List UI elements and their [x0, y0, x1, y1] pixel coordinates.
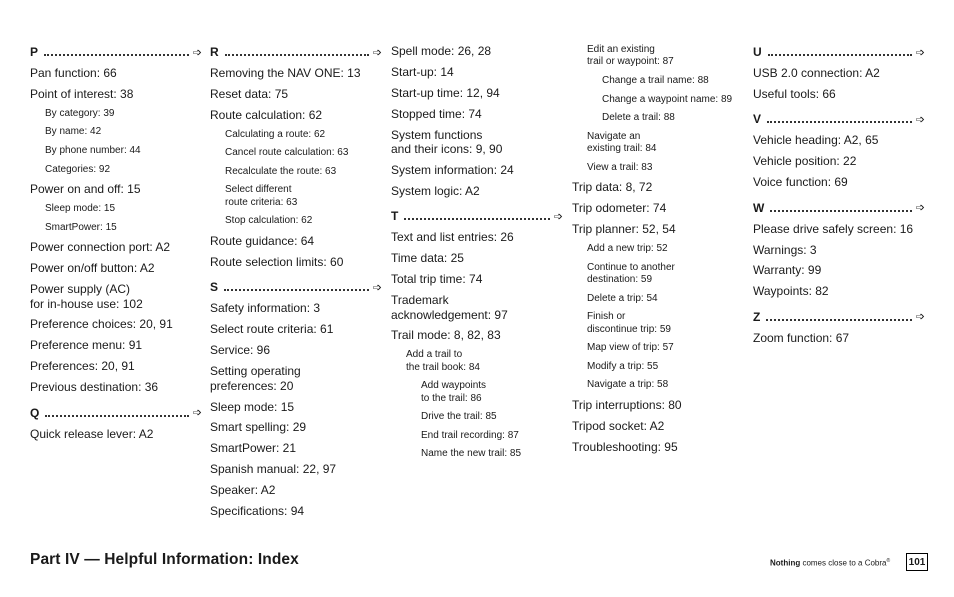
index-subentry: Categories: 92 — [45, 163, 111, 175]
index-subentry: Delete a trip: 54 — [587, 292, 658, 304]
section-letter: T — [391, 209, 399, 224]
index-entry: System information: 24 — [391, 162, 514, 177]
dot-leader — [404, 218, 549, 220]
index-entry: SmartPower: 21 — [210, 441, 297, 456]
index-subentry: By phone number: 44 — [45, 144, 141, 156]
arrow-right-icon: ➩ — [915, 311, 925, 324]
section-letter: W — [753, 200, 765, 215]
index-entry: Waypoints: 82 — [753, 284, 829, 299]
section-header — [391, 208, 563, 224]
section-header — [30, 405, 202, 421]
index-section — [753, 200, 925, 299]
index-entry: Voice function: 69 — [753, 175, 848, 190]
dot-leader — [767, 121, 912, 123]
section-header — [753, 111, 925, 127]
index-subentry: Calculating a route: 62 — [225, 128, 326, 140]
section-header — [753, 309, 925, 325]
index-entry: Reset data: 75 — [210, 86, 289, 101]
section-letter: P — [30, 45, 39, 59]
tagline-text: comes close to a Cobra — [800, 558, 887, 568]
section-letter: V — [753, 112, 762, 127]
registered-mark: ® — [886, 558, 891, 564]
index-column — [30, 44, 202, 451]
index-entry: Setting operating preferences: 20 — [210, 364, 301, 393]
index-entry: Previous destination: 36 — [30, 380, 159, 395]
index-entry: Trip interruptions: 80 — [572, 398, 682, 413]
index-entry: Zoom function: 67 — [753, 330, 850, 345]
index-subentry: Delete a trail: 88 — [602, 112, 675, 124]
section-header — [753, 44, 925, 60]
index-entry: Power on/off button: A2 — [30, 261, 155, 276]
index-entry: Vehicle position: 22 — [753, 154, 857, 169]
index-entry: Total trip time: 74 — [391, 272, 483, 287]
section-letter: Q — [30, 405, 40, 420]
section-header — [210, 44, 382, 60]
section-header — [30, 44, 202, 60]
index-subentry: Change a trail name: 88 — [602, 75, 709, 86]
index-entry: Service: 96 — [210, 343, 271, 358]
index-subentry: Stop calculation: 62 — [225, 215, 313, 227]
index-section — [210, 44, 382, 269]
index-entry: Removing the NAV ONE: 13 — [210, 66, 361, 80]
index-column — [572, 44, 744, 464]
index-entry: Trip data: 8, 72 — [572, 180, 653, 195]
index-section — [30, 405, 202, 442]
dot-leader — [225, 54, 369, 56]
index-entry: Trip odometer: 74 — [572, 201, 667, 216]
index-subentry: Select different route criteria: 63 — [225, 184, 298, 208]
index-entry: Preference choices: 20, 91 — [30, 317, 173, 332]
dot-leader — [224, 289, 369, 291]
index-subentry: Edit an existing trail or waypoint: 87 — [587, 44, 674, 68]
section-letter: R — [210, 45, 219, 59]
index-section — [753, 309, 925, 346]
index-entry: Safety information: 3 — [210, 301, 321, 316]
index-entry: Route calculation: 62 — [210, 107, 323, 122]
index-entry: Start-up time: 12, 94 — [391, 85, 500, 100]
index-subentry: End trail recording: 87 — [421, 429, 519, 441]
index-subentry: SmartPower: 15 — [45, 221, 117, 233]
index-column — [753, 44, 925, 355]
arrow-right-icon: ➩ — [192, 46, 202, 59]
index-entry: Point of interest: 38 — [30, 86, 134, 101]
index-subentry: Finish or discontinue trip: 59 — [587, 311, 671, 335]
arrow-right-icon: ➩ — [553, 210, 563, 223]
index-subentry: Drive the trail: 85 — [421, 411, 497, 423]
index-section — [753, 111, 925, 189]
index-entry: Pan function: 66 — [30, 66, 117, 80]
index-entry: Stopped time: 74 — [391, 106, 482, 121]
index-entry: Tripod socket: A2 — [572, 418, 665, 433]
arrow-right-icon: ➩ — [915, 113, 925, 126]
index-entry: Text and list entries: 26 — [391, 230, 514, 245]
index-subentry: Sleep mode: 15 — [45, 203, 116, 215]
index-subentry: Change a waypoint name: 89 — [602, 93, 733, 105]
index-subentry: By name: 42 — [45, 126, 102, 138]
arrow-right-icon: ➩ — [372, 46, 382, 59]
index-entry: Quick release lever: A2 — [30, 426, 154, 441]
arrow-right-icon: ➩ — [372, 281, 382, 294]
section-letter: U — [753, 45, 762, 59]
index-entry: Please drive safely screen: 16 — [753, 221, 914, 236]
page-number: 101 — [906, 553, 928, 571]
index-entry: Speaker: A2 — [210, 483, 276, 498]
index-entry: Trail mode: 8, 82, 83 — [391, 328, 501, 343]
dot-leader — [770, 210, 911, 212]
index-subentry: Add a new trip: 52 — [587, 243, 668, 255]
arrow-right-icon: ➩ — [915, 46, 925, 59]
index-entry: Power supply (AC) for in-house use: 102 — [30, 282, 143, 311]
index-entry: Spell mode: 26, 28 — [391, 44, 492, 58]
index-section — [30, 44, 202, 395]
index-entry: Route guidance: 64 — [210, 234, 315, 249]
index-subentry: Navigate a trip: 58 — [587, 379, 669, 391]
index-subentry: Recalculate the route: 63 — [225, 165, 337, 177]
index-subentry: Navigate an existing trail: 84 — [587, 130, 657, 155]
index-subentry: Add a trail to the trail book: 84 — [406, 349, 480, 373]
index-entry: Sleep mode: 15 — [210, 399, 295, 414]
index-entry: Preferences: 20, 91 — [30, 359, 135, 374]
index-section — [391, 208, 563, 461]
index-entry: Start-up: 14 — [391, 64, 454, 79]
index-column — [210, 44, 382, 528]
dot-leader — [766, 319, 911, 321]
section-letter: Z — [753, 309, 761, 324]
tagline-brand: Nothing — [770, 558, 801, 568]
index-entry: Trademark acknowledgement: 97 — [391, 293, 508, 322]
index-entry: Select route criteria: 61 — [210, 322, 334, 337]
dot-leader — [44, 54, 189, 56]
index-subentry: View a trail: 83 — [587, 161, 653, 173]
index-entry: Smart spelling: 29 — [210, 420, 307, 435]
index-entry: Specifications: 94 — [210, 503, 305, 518]
index-subentry: Continue to another destination: 59 — [587, 261, 675, 286]
arrow-right-icon: ➩ — [915, 202, 925, 215]
index-entry: System logic: A2 — [391, 183, 480, 198]
index-entry: Troubleshooting: 95 — [572, 439, 678, 454]
index-entry: Vehicle heading: A2, 65 — [753, 133, 879, 148]
index-section — [391, 44, 563, 198]
index-subentry: Name the new trail: 85 — [421, 448, 522, 460]
index-subentry: Add waypoints to the trail: 86 — [421, 380, 487, 404]
index-entry: Useful tools: 66 — [753, 86, 836, 101]
index-entry: Warnings: 3 — [753, 242, 817, 257]
index-column — [391, 44, 563, 471]
page-title: Part IV — Helpful Information: Index — [30, 551, 299, 568]
index-entry: Warranty: 99 — [753, 263, 822, 278]
index-entry: Preference menu: 91 — [30, 338, 143, 353]
index-subentry: Modify a trip: 55 — [587, 360, 659, 372]
index-entry: Power on and off: 15 — [30, 182, 141, 197]
index-entry: System functions and their icons: 9, 90 — [391, 127, 503, 157]
dot-leader — [768, 54, 912, 56]
index-entry: Trip planner: 52, 54 — [572, 222, 676, 237]
index-entry: Time data: 25 — [391, 251, 464, 266]
index-subentry: Cancel route calculation: 63 — [225, 147, 349, 159]
index-subentry: Map view of trip: 57 — [587, 342, 674, 354]
index-entry: Route selection limits: 60 — [210, 254, 344, 269]
index-entry: USB 2.0 connection: A2 — [753, 66, 880, 80]
index-section — [753, 44, 925, 101]
section-header — [753, 200, 925, 216]
arrow-right-icon: ➩ — [192, 407, 202, 420]
index-section — [210, 279, 382, 518]
tagline — [770, 558, 890, 568]
section-header — [210, 279, 382, 295]
index-entry: Spanish manual: 22, 97 — [210, 462, 337, 477]
index-subentry: By category: 39 — [45, 107, 115, 119]
index-section — [572, 44, 744, 454]
dot-leader — [45, 415, 188, 417]
index-entry: Power connection port: A2 — [30, 240, 171, 255]
section-letter: S — [210, 280, 219, 295]
